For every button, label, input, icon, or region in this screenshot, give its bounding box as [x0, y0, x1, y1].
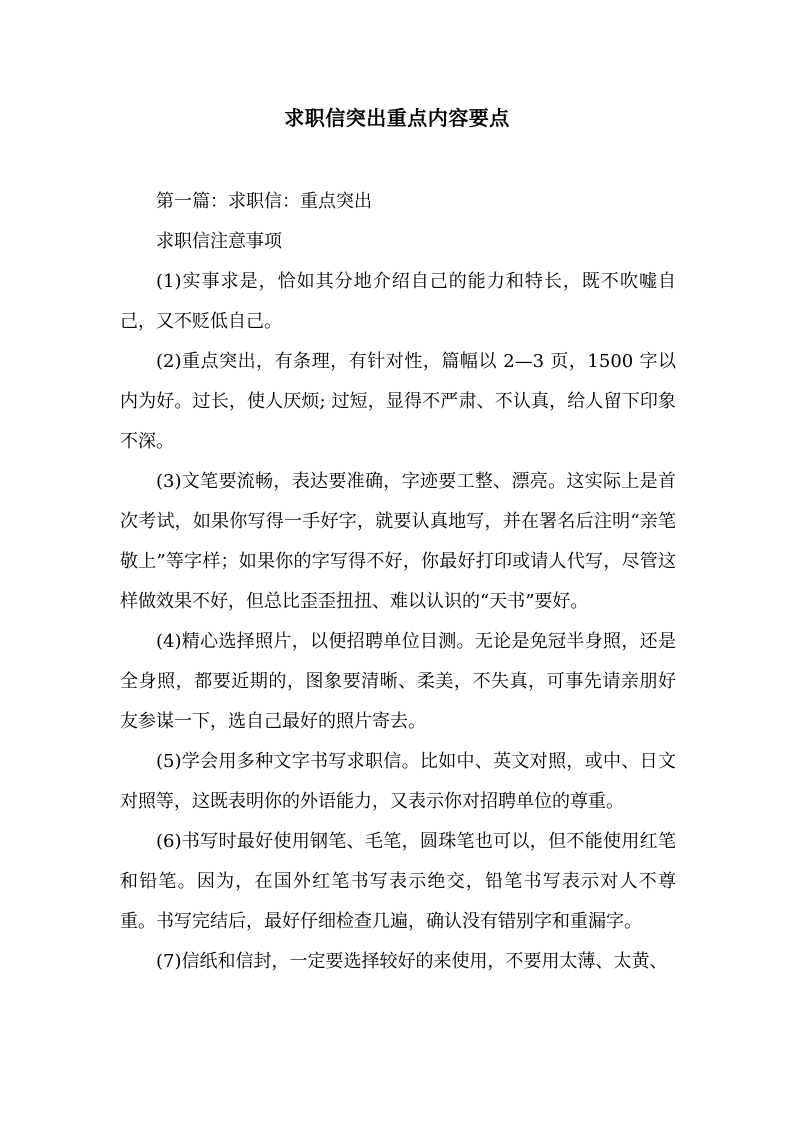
subheading: 求职信注意事项 — [156, 231, 282, 252]
paragraph-item-5: (5)学会用多种文字书写求职信。比如中、英文对照，或中、日文对照等，这既表明你的外语能力，又表示你对招聘单位的尊重。 — [120, 751, 676, 812]
paragraph-item-6: (6)书写时最好使用钢笔、毛笔，圆珠笔也可以，但不能使用红笔和铅笔。因为，在国外红笔书写表示绝交，铅笔书写表示对人不尊重。书写完结后，最好仔细检查几遍，确认没有错别字和重漏字。 — [120, 831, 676, 932]
paragraph-item-4: (4)精心选择照片，以便招聘单位目测。无论是免冠半身照，还是全身照，都要近期的，图象要清晰、柔美，不失真，可事先请亲朋好友参谋一下，选自己最好的照片寄去。 — [120, 631, 676, 732]
paragraph-item-3: (3)文笔要流畅，表达要准确，字迹要工整、漂亮。这实际上是首次考试，如果你写得一手好字，就要认真地写，并在署名后注明“亲笔敬上”等字样；如果你的字写得不好，你最好打印或请人代写，尽管这样做效果不好，但总比歪歪扭扭、难以认识的“天书”要好。 — [120, 471, 676, 612]
paragraph-item-7: (7)信纸和信封，一定要选择较好的来使用，不要用太薄、太黄、 — [156, 951, 668, 972]
document-body — [120, 182, 676, 982]
paragraph-item-1: (1)实事求是，恰如其分地介绍自己的能力和特长，既不吹嘘自己，又不贬低自己。 — [120, 271, 676, 332]
document-title: 求职信突出重点内容要点 — [284, 106, 510, 130]
section-heading: 第一篇：求职信：重点突出 — [156, 191, 372, 212]
paragraph-item-2: (2)重点突出，有条理，有针对性，篇幅以 2—3 页，1500 字以内为好。过长，使人厌烦; 过短，显得不严肃、不认真，给人留下印象不深。 — [120, 351, 676, 452]
